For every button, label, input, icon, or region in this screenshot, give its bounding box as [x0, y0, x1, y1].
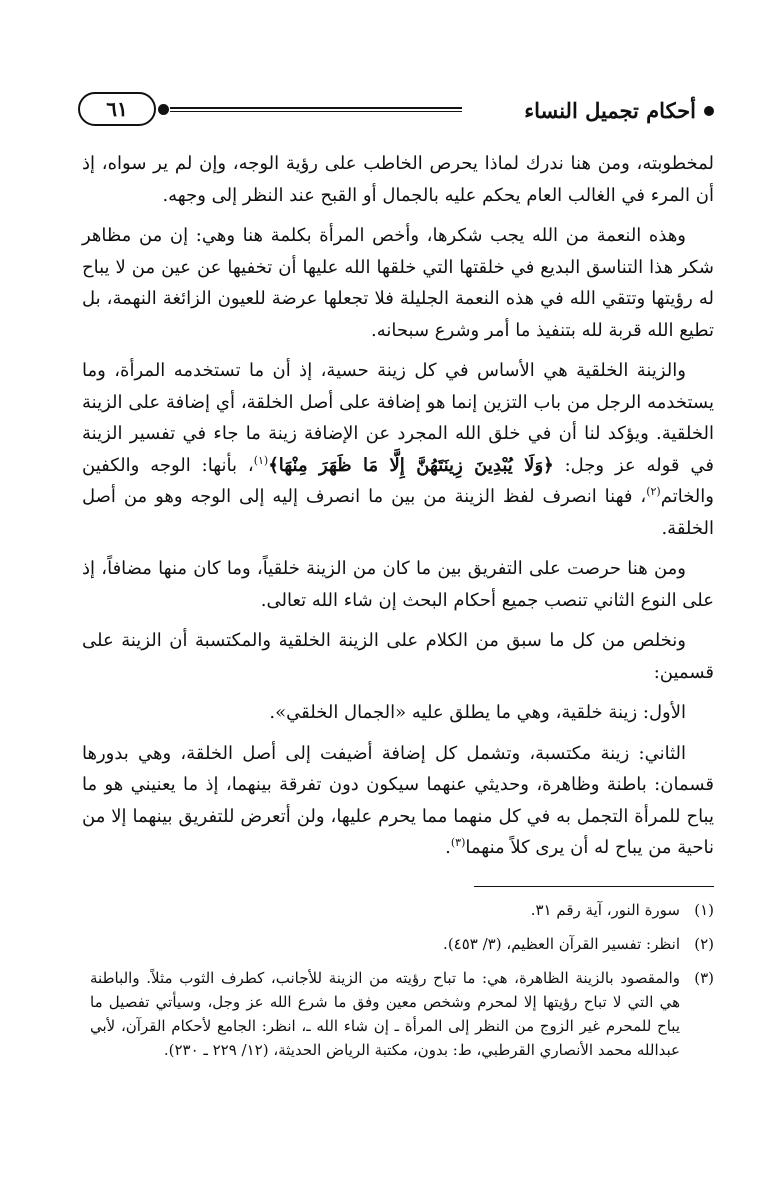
paragraph: ونخلص من كل ما سبق من الكلام على الزينة الخلقية والمكتسبة أن الزينة على قسمين: [82, 630, 714, 683]
paragraph [82, 355, 714, 544]
paragraph-text: والزينة الخلقية هي الأساس في كل زينة حسية، إذ أن ما تستخدمه المرأة، وما يستخدمه الرجل من باب التزين إنما هو إضافة على أصل الخلقة، أي إضافة على الزينة الخلقية. ويؤكد لنا أن في خلق الله المجرد عن الإضافة زينة ما جاء في تفسير الزينة في قوله عز وجل: [82, 360, 715, 476]
footnote-text: سورة النور، آية رقم ٣١. [530, 901, 680, 919]
main-text [82, 148, 714, 873]
footnote-text: انظر: تفسير القرآن العظيم، (٣/ ٤٥٣). [443, 935, 680, 953]
paragraph-text: ، فهنا انصرف لفظ الزينة من بين ما انصرف إليه إلى الوجه وهو من أصل الخلقة. [82, 486, 714, 539]
paragraph-text: ، بأنها: الوجه والكفين والخاتم [82, 454, 714, 507]
paragraph [82, 738, 714, 864]
quran-verse: ﴿وَلَا يُبْدِينَ زِينَتَهُنَّ إِلَّا مَا ظَهَرَ مِنْهَا﴾ [268, 454, 554, 476]
footnote-ref: (٣) [450, 836, 466, 849]
book-title: أحكام تجميل النساء [524, 98, 696, 123]
footnote-ref: (١) [253, 453, 269, 467]
paragraph: ومن هنا حرصت على التفريق بين ما كان من الزينة خلقياً، وما كان منها مضافاً، إذ على النوع الثاني تنصب جميع أحكام البحث إن شاء الله تعالى. [82, 558, 714, 611]
footnote-number: (٣) [694, 969, 714, 987]
footnote-ref: (٢) [646, 485, 661, 498]
footnote-number: (١) [694, 901, 714, 919]
footnote [90, 932, 714, 956]
bullet-dot-icon [704, 106, 714, 116]
page-number: ٦١ [78, 92, 156, 126]
paragraph: الأول: زينة خلقية، وهي ما يطلق عليه «الجمال الخلقي». [269, 702, 686, 723]
footnote [90, 898, 714, 922]
footnotes [90, 898, 714, 1072]
footnote-number: (٢) [694, 935, 714, 953]
header-rule [170, 107, 462, 112]
bullet-dot-icon [158, 104, 169, 115]
paragraph: لمخطوبته، ومن هنا ندرك لماذا يحرص الخاطب على رؤية الوجه، وإن لم ير سواه، إذ أن المرء في الغالب العام يحكم عليه بالجمال أو القبح عند النظر إلى وجهه. [82, 153, 714, 206]
page-header [78, 92, 714, 132]
header-title-group [524, 98, 714, 123]
footnote-text: والمقصود بالزينة الظاهرة، هي: ما تباح رؤيته من الزينة للأجانب، كطرف الثوب مثلاً. والباطنة هي التي لا تباح رؤيتها إلا لمحرم وشخص معين وفق ما شرع الله عز وجل، وسيأتي تفصيل ما يباح للمحرم غير الزوج من النظر إلى المرأة ـ إن شاء الله ـ، انظر: الجامع لأحكام القرآن، لأبي عبدالله محمد الأنصاري القرطبي، ط: بدون، مكتبة الرياض الحديثة، (١٢/ ٢٢٩ ـ ٢٣٠). [90, 969, 680, 1059]
paragraph-text: . [445, 837, 451, 858]
paragraph: وهذه النعمة من الله يجب شكرها، وأخص المرأة بكلمة هنا وهي: إن من مظاهر شكر هذا التناسق البديع في خلقتها التي خلقها الله عليها أن تخفيها عن عين من لا يباح له رؤيتها وتتقي الله في هذه النعمة الجليلة فلا تجعلها عرضة للعيون الزائغة النهمة، بل تطيع الله قربة لله بتنفيذ ما أمر وشرع سبحانه. [82, 225, 714, 341]
paragraph-text: الثاني: زينة مكتسبة، وتشمل كل إضافة أضيفت إلى أصل الخلقة، وهي بدورها قسمان: باطنة وظاهرة، وحديثي عنهما سيكون دون تفرقة بينهما، إذ ما يعنيني هو ما يباح للمرأة التجمل به في كل منهما مما يحرم عليها، ولن أتعرض للتفريق بينهما إلا من ناحية من يباح له أن يرى كلاً منهما [82, 742, 714, 858]
footnote-separator [474, 886, 714, 887]
footnote [90, 966, 714, 1062]
